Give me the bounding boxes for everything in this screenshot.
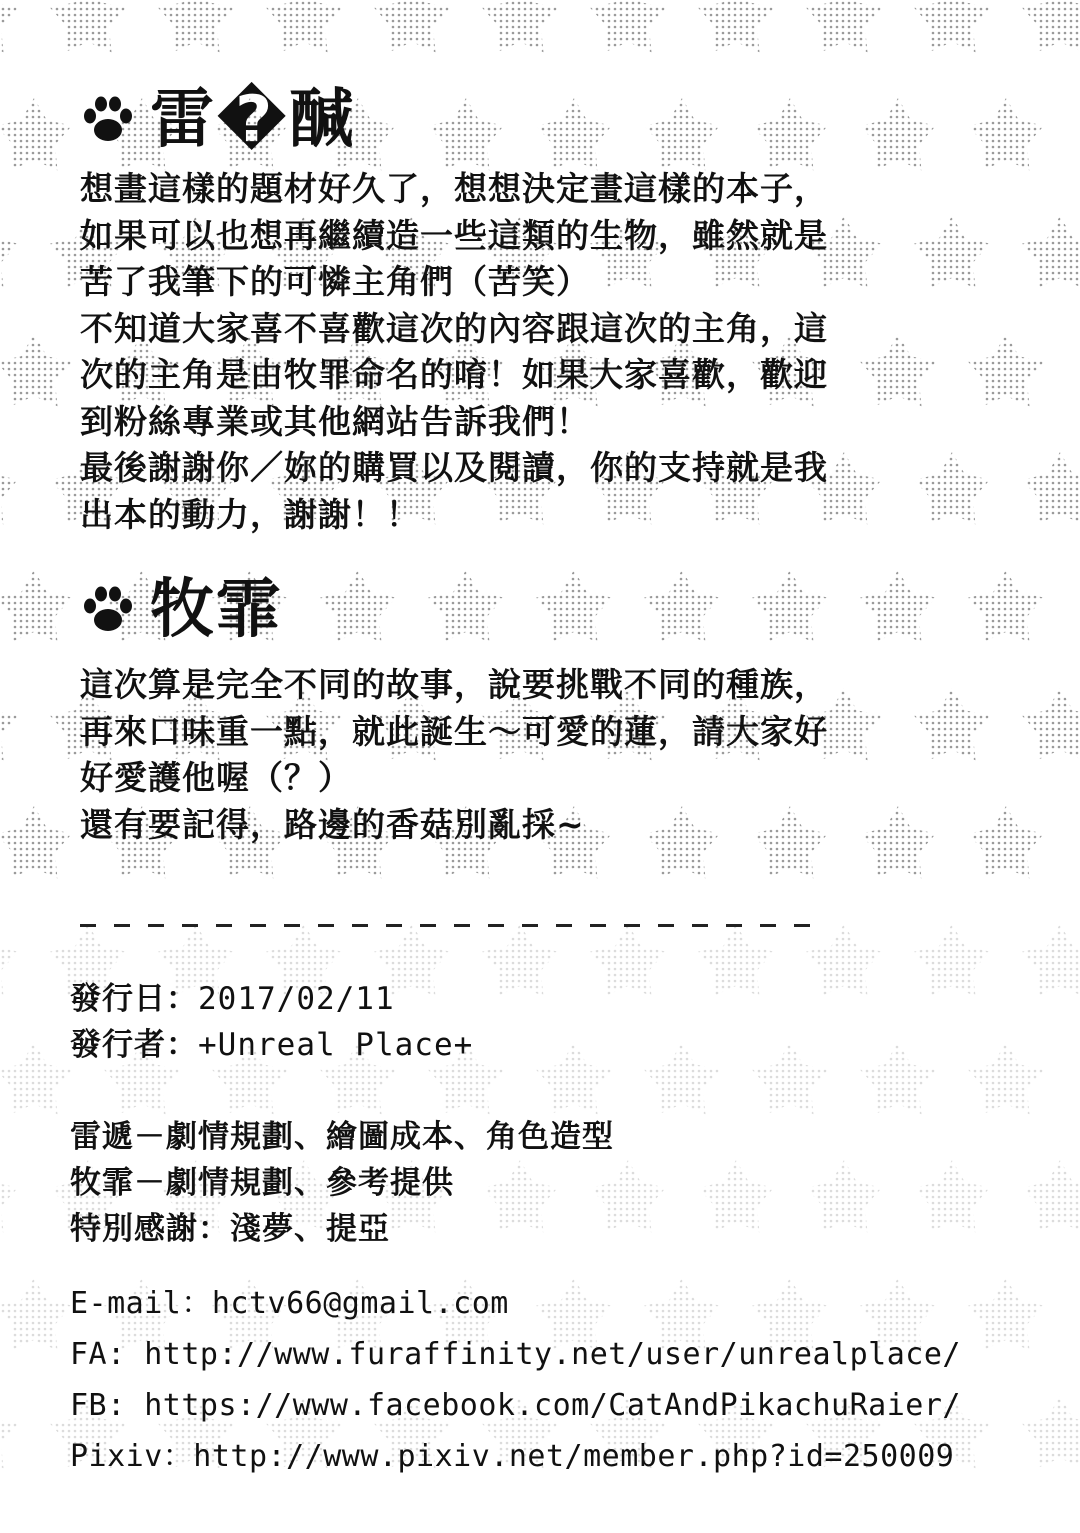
paragraph-line: 到粉絲專業或其他網站告訴我們！ (80, 401, 590, 441)
publish-date-row (70, 976, 473, 1022)
author-note-paragraph (80, 166, 880, 538)
paragraph-line: 這次算是完全不同的故事，說要挑戰不同的種族， (80, 665, 828, 704)
publisher-row (70, 1022, 473, 1068)
dashed-divider (80, 924, 820, 927)
publisher-label: 發行者： (70, 1027, 198, 1063)
paragraph-line: 想畫這樣的題材好久了，想想決定畫這樣的本子， (80, 169, 828, 208)
paragraph-line: 再來口味重一點，就此誕生～可愛的蓮，請大家好 (80, 711, 828, 751)
paw-icon (80, 582, 136, 638)
paragraph-line: 還有要記得，路邊的香菇別亂採~ (80, 804, 585, 844)
email-link[interactable]: E-mail：hctv66@gmail.com (70, 1286, 509, 1321)
furaffinity-link[interactable]: FA: http://www.furaffinity.net/user/unrealplace/ (70, 1337, 961, 1372)
paragraph-line: 最後謝謝你／妳的購買以及閱讀，你的支持就是我 (80, 448, 828, 487)
author-name: 牧霏 (150, 573, 282, 647)
paragraph-line: 不知道大家喜不喜歡這次的內容跟這次的主角，這 (80, 308, 828, 348)
publish-date-value: 2017/02/11 (198, 981, 395, 1017)
pixiv-link[interactable]: Pixiv：http://www.pixiv.net/member.php?id=250009 (70, 1439, 955, 1474)
facebook-link[interactable]: FB: https://www.facebook.com/CatAndPikachuRaier/ (70, 1388, 961, 1423)
contact-links (70, 1278, 961, 1482)
publisher-value: +Unreal Place+ (198, 1027, 474, 1063)
credits (70, 1114, 614, 1252)
credit-line: 雷遞－劇情規劃、繪圖成本、角色造型 (70, 1119, 614, 1155)
author-note-paragraph (80, 662, 880, 848)
paragraph-line: 好愛護他喔（？） (80, 758, 352, 797)
paw-icon (80, 92, 136, 148)
section-header-leiyi (80, 83, 356, 157)
author-name: 雷�醎 (150, 83, 356, 157)
publication-info (70, 976, 473, 1068)
paragraph-line: 次的主角是由牧罪命名的唷！如果大家喜歡，歡迎 (80, 355, 828, 394)
paragraph-line: 苦了我筆下的可憐主角們（苦笑） (80, 262, 590, 301)
publish-date-label: 發行日： (70, 981, 198, 1017)
credit-line: 特別感謝：淺夢、提亞 (70, 1211, 390, 1247)
paragraph-line: 出本的動力，謝謝！！ (80, 494, 420, 534)
section-header-mufei (80, 573, 282, 647)
credit-line: 牧霏－劇情規劃、參考提供 (70, 1165, 454, 1201)
paragraph-line: 如果可以也想再繼續造一些這類的生物，雖然就是 (80, 215, 828, 255)
